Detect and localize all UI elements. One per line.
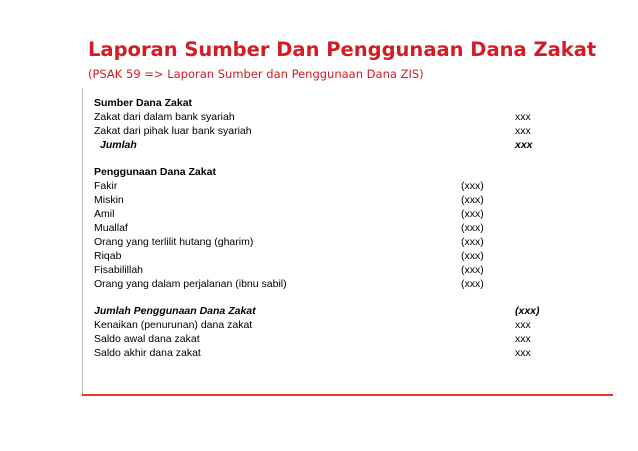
sumber-heading: Sumber Dana Zakat — [94, 97, 193, 109]
row-label: Fisabilillah — [94, 264, 144, 276]
row-amount: (xxx) — [461, 264, 484, 276]
statement-row — [94, 125, 531, 138]
row-amount: (xxx) — [461, 250, 484, 262]
row-amount: (xxx) — [461, 236, 484, 248]
row-label: Orang yang terlilit hutang (gharim) — [94, 236, 254, 248]
row-amount: xxx — [515, 333, 531, 345]
row-amount: xxx — [515, 125, 531, 137]
bottom-rule — [82, 394, 613, 396]
row-amount: (xxx) — [515, 305, 540, 317]
summary-row — [94, 333, 531, 346]
statement-row — [94, 194, 484, 207]
row-label: Fakir — [94, 180, 118, 192]
summary-row — [94, 347, 531, 360]
statement-row — [94, 250, 484, 263]
summary-row — [94, 319, 531, 332]
penggunaan-total-row — [94, 305, 540, 318]
row-amount: (xxx) — [461, 180, 484, 192]
row-label: Jumlah Penggunaan Dana Zakat — [94, 305, 256, 317]
row-label: Jumlah — [100, 139, 137, 151]
row-label: Zakat dari pihak luar bank syariah — [94, 125, 252, 137]
statement-row — [94, 180, 484, 193]
page-subtitle: (PSAK 59 => Laporan Sumber dan Penggunaan Dana ZIS) — [88, 67, 424, 81]
row-label: Saldo akhir dana zakat — [94, 347, 201, 359]
statement-row — [94, 222, 484, 235]
row-label: Muallaf — [94, 222, 128, 234]
row-amount: xxx — [515, 111, 531, 123]
row-amount: xxx — [515, 139, 533, 151]
row-label: Riqab — [94, 250, 122, 262]
row-amount: xxx — [515, 319, 531, 331]
penggunaan-heading: Penggunaan Dana Zakat — [94, 166, 216, 178]
statement-row — [94, 208, 484, 221]
row-amount: (xxx) — [461, 194, 484, 206]
row-amount: (xxx) — [461, 278, 484, 290]
row-label: Kenaikan (penurunan) dana zakat — [94, 319, 253, 331]
statement-row — [94, 278, 484, 291]
statement-row — [94, 111, 531, 124]
row-label: Zakat dari dalam bank syariah — [94, 111, 235, 123]
statement-row — [94, 264, 484, 277]
row-amount: (xxx) — [461, 222, 484, 234]
page-title: Laporan Sumber Dan Penggunaan Dana Zakat — [88, 38, 597, 61]
row-label: Amil — [94, 208, 115, 220]
row-label: Miskin — [94, 194, 124, 206]
row-label: Saldo awal dana zakat — [94, 333, 200, 345]
statement-row — [94, 236, 484, 249]
row-amount: (xxx) — [461, 208, 484, 220]
sumber-total-row — [94, 139, 533, 152]
row-amount: xxx — [515, 347, 531, 359]
row-label: Orang yang dalam perjalanan (ibnu sabil) — [94, 278, 287, 290]
